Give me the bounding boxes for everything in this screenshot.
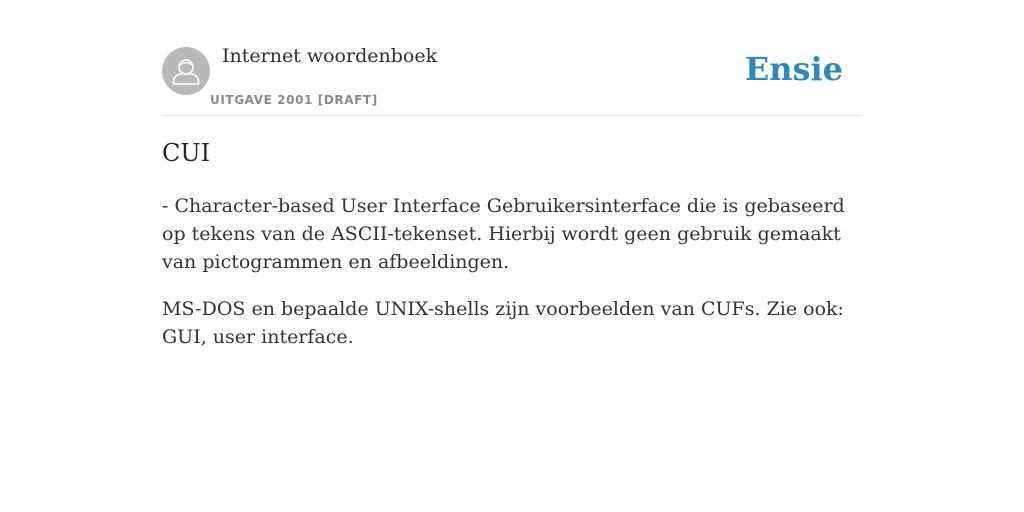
- edition-label: UITGAVE 2001 [DRAFT]: [210, 93, 378, 107]
- definition-paragraph: MS-DOS en bepaalde UNIX-shells zijn voorbeelden van CUFs. Zie ook: GUI, user interface.: [162, 298, 844, 348]
- user-outline-icon: [162, 47, 210, 95]
- source-title-link[interactable]: Internet woordenboek: [222, 45, 438, 67]
- definition-paragraph: - Character-based User Interface Gebruikersinterface die is gebaseerd op tekens van de ASCII-tekenset. Hierbij wordt geen gebruik gemaakt van pictogrammen en afbeeldingen.: [162, 195, 845, 273]
- page-header: [162, 0, 862, 116]
- source-avatar[interactable]: [162, 47, 210, 95]
- brand-logo-link[interactable]: Ensie: [744, 50, 843, 88]
- entry-term: CUI: [162, 139, 211, 167]
- page: [162, 0, 862, 348]
- entry-definition: [162, 192, 862, 370]
